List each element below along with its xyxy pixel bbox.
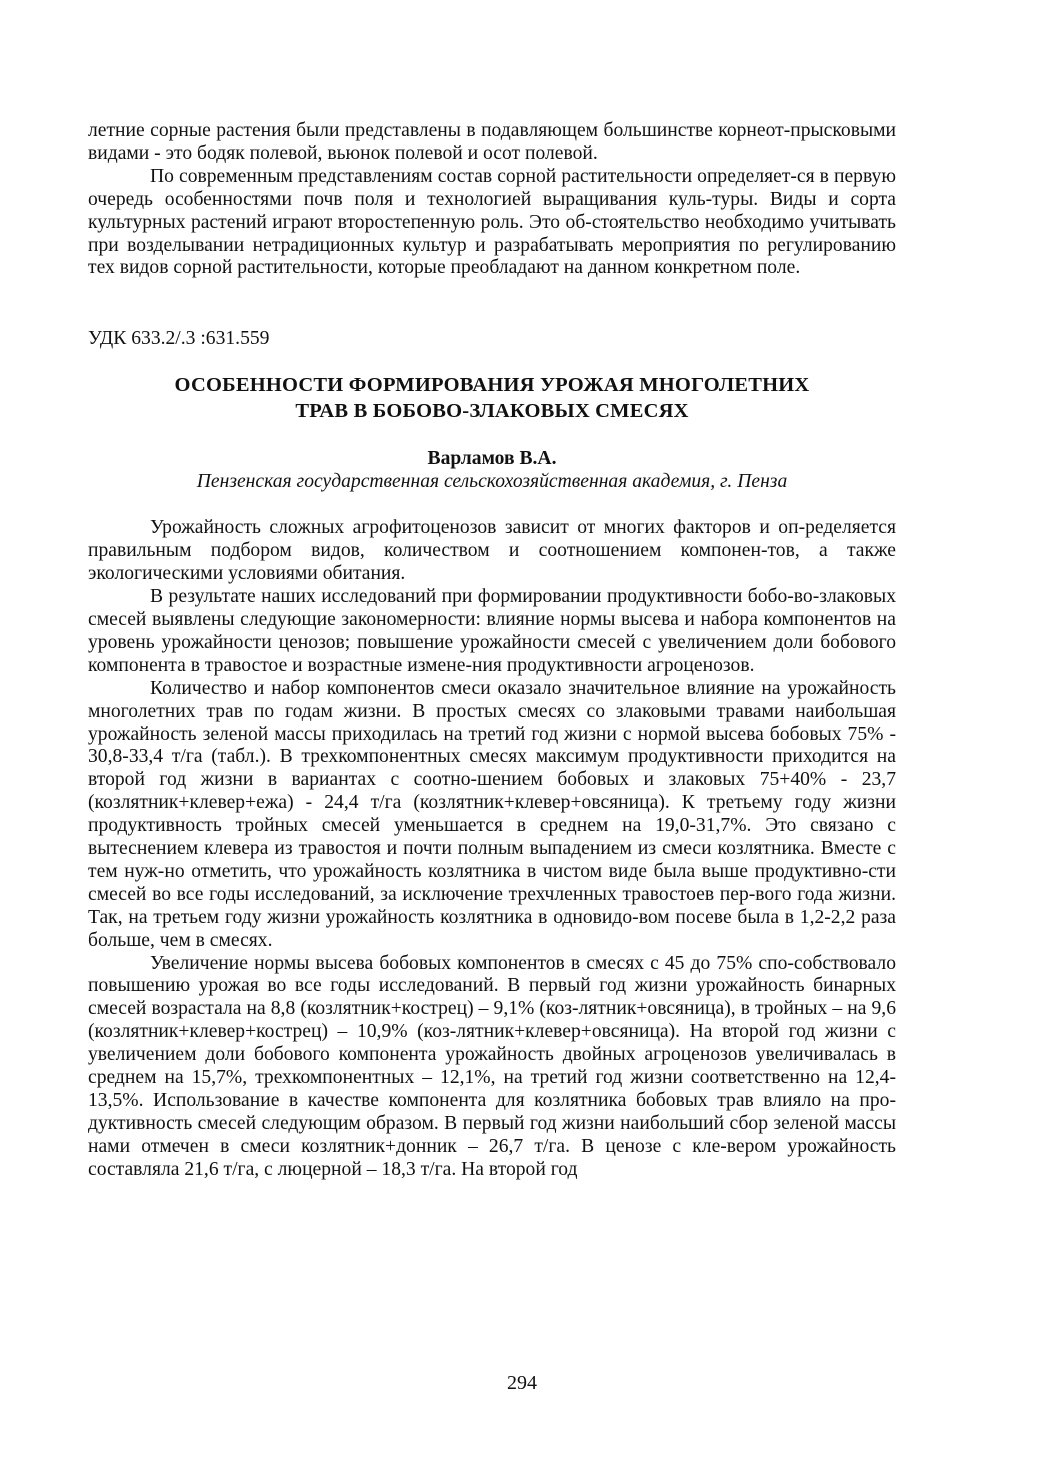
paragraph-weeds: По современным представлениям состав сорной растительности определяет-ся в первую очередь особенностями почв поля и технологией выращивания куль-туры. Виды и сорта культурных растений играют второстепенную роль. Это об-стоятельство необходимо учитывать при возделывании нетрадиционных культур и разрабатывать мероприятия по регулированию тех видов сорной растительности, которые преобладают на данном конкретном поле. [88, 165, 896, 279]
article-title [88, 372, 896, 424]
page-content [88, 120, 896, 1182]
udk-code: УДК 633.2/.3 :631.559 [88, 328, 270, 350]
article-title-line-2: ТРАВ В БОБОВО-ЗЛАКОВЫХ СМЕСЯХ [295, 400, 689, 423]
paragraph-components: Количество и набор компонентов смеси оказало значительное влияние на урожайность многолетних трав по годам жизни. В простых смесях со злаковыми травами наибольшая урожайность зеленой массы приходилась на третий год жизни с нормой высева бобовых 75% - 30,8-33,4 т/га (табл.). В трехкомпонентных смесях максимум продуктивности приходится на второй год жизни в вариантах с соотно-шением бобовых и злаковых 75+40% - 23,7 (козлятник+клевер+ежа) - 24,4 т/га (козлятник+клевер+овсяница). К третьему году жизни продуктивность тройных смесей уменьшается в среднем на 19,0-31,7%. Это связано с вытеснением клевера из травостоя и почти полным выпадением из смеси козлятника. Вместе с тем нуж-но отметить, что урожайность козлятника в чистом виде была выше продуктивно-сти смесей во все годы исследований, за исключение трехчленных травостоев пер-вого года жизни. Так, на третьем году жизни урожайность козлятника в одновидо-вом посеве была в 1,2-2,2 раза больше, чем в смесях. [88, 677, 896, 951]
author-name: Варламов В.А. [427, 448, 557, 470]
paragraph-results: В результате наших исследований при формировании продуктивности бобо-во-злаковых смесей выявлены следующие закономерности: влияние нормы высева и набора компонентов на уровень урожайности ценозов; повышение урожайности смесей с увеличением доли бобового компонента в травостое и возрастные измене-ния продуктивности агроценозов. [88, 586, 896, 676]
paragraph-continued: летние сорные растения были представлены в подавляющем большинстве корнеот-прысковыми видами - это бодяк полевой, вьюнок полевой и осот полевой. [88, 120, 896, 164]
paragraph-intro: Урожайность сложных агрофитоценозов зависит от многих факторов и оп-ределяется правильным подбором видов, количеством и соотношением компонен-тов, а также экологическими условиями обитания. [88, 517, 896, 585]
page-number: 294 [507, 1372, 537, 1394]
paragraph-seeding-rate: Увеличение нормы высева бобовых компонентов в смесях с 45 до 75% спо-собствовало повышению урожая во все годы исследований. В первый год жизни урожайность бинарных смесей возрастала на 8,8 (козлятник+кострец) – 9,1% (коз-лятник+овсяница), в тройных – на 9,6 (козлятник+клевер+кострец) – 10,9% (коз-лятник+клевер+овсяница). На второй год жизни с увеличением доли бобового компонента урожайность двойных агроценозов увеличивалась в среднем на 15,7%, трехкомпонентных – 12,1%, на третий год жизни соответственно на 12,4-13,5%. Использование в качестве компонента для козлятника бобовых трав влияло на про-дуктивность смесей следующим образом. В первый год жизни наибольший сбор зеленой массы нами отмечен в смеси козлятник+донник – 26,7 т/га. В ценозе с кле-вером урожайность составляла 21,6 т/га, с люцерной – 18,3 т/га. На второй год [88, 952, 896, 1180]
author-affiliation: Пензенская государственная сельскохозяйственная академия, г. Пенза [196, 471, 788, 493]
article-title-line-1: ОСОБЕННОСТИ ФОРМИРОВАНИЯ УРОЖАЯ МНОГОЛЕТНИХ [174, 374, 810, 397]
